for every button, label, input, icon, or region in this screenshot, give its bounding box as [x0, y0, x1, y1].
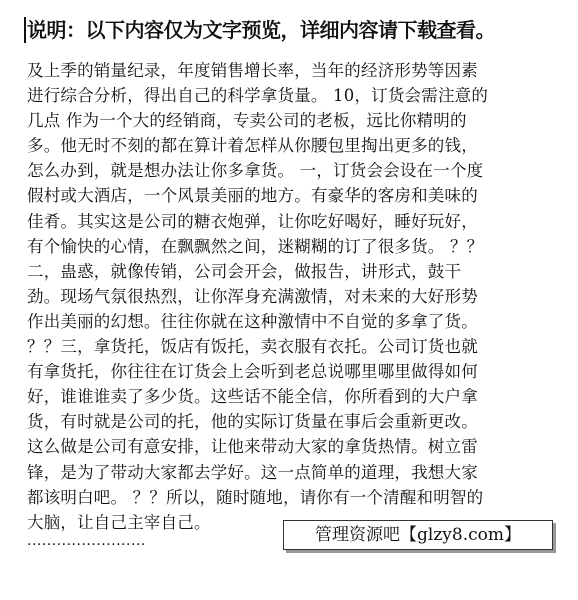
body-line: 都该明白吧。 ？？所以，随时随地，请你有一个清醒和明智的 [27, 487, 484, 507]
body-line: ？？三，拿货托，饭店有饭托，卖衣服有衣托。公司订货也就 [27, 337, 478, 357]
body-line: 有拿货托，你往往在订货会上会听到老总说哪里哪里做得如何 [27, 362, 478, 382]
continuation-dots: ........................ [27, 533, 146, 549]
body-line: 货，有时就是公司的托，他的实际订货量在事后会重新更改。 [27, 412, 478, 432]
body-line: 好，谁谁谁卖了多少货。这些话不能全信，你所看到的大户拿 [27, 387, 478, 407]
body-line: 劲。现场气氛很热烈，让你浑身充满激情，对未来的大好形势 [27, 286, 478, 306]
body-line: 多。他无时不刻的都在算计着怎样从你腰包里掏出更多的钱， [27, 136, 478, 156]
body-line: 假村或大酒店，一个风景美丽的地方。有豪华的客房和美味的 [27, 186, 478, 206]
body-line: 怎么办到，就是想办法让你多拿货。 一，订货会会设在一个度 [27, 161, 484, 181]
body-line: 二，蛊惑，就像传销，公司会开会，做报告，讲形式，鼓干 [27, 261, 462, 281]
body-line: 及上季的销量纪录，年度销售增长率，当年的经济形势等因素 [27, 61, 478, 80]
source-watermark-box: 管理资源吧【glzy8.com】 [283, 520, 553, 550]
body-line: 有个愉快的心情，在飘飘然之间，迷糊糊的订了很多货。 ？？ [27, 236, 484, 256]
body-line: 这么做是公司有意安排，让他来带动大家的拿货热情。树立雷 [27, 437, 478, 457]
body-line: 锋，是为了带动大家都去学好。这一点简单的道理，我想大家 [27, 462, 478, 482]
document-body [27, 58, 555, 535]
body-line: 大脑，让自己主宰自己。 [27, 512, 211, 532]
text-cursor [24, 17, 26, 43]
body-line: 进行综合分析，得出自己的科学拿货量。 10，订货会需注意的 [27, 86, 489, 106]
body-line: 几点 作为一个大的经销商，专卖公司的老板，远比你精明的 [27, 111, 467, 131]
body-line: 作出美丽的幻想。往往你就在这种激情中不自觉的多拿了货。 [27, 311, 478, 331]
body-line: 佳肴。其实这是公司的糖衣炮弹，让你吃好喝好，睡好玩好， [27, 211, 478, 231]
preview-notice: 说明：以下内容仅为文字预览，详细内容请下载查看。 [27, 18, 495, 42]
